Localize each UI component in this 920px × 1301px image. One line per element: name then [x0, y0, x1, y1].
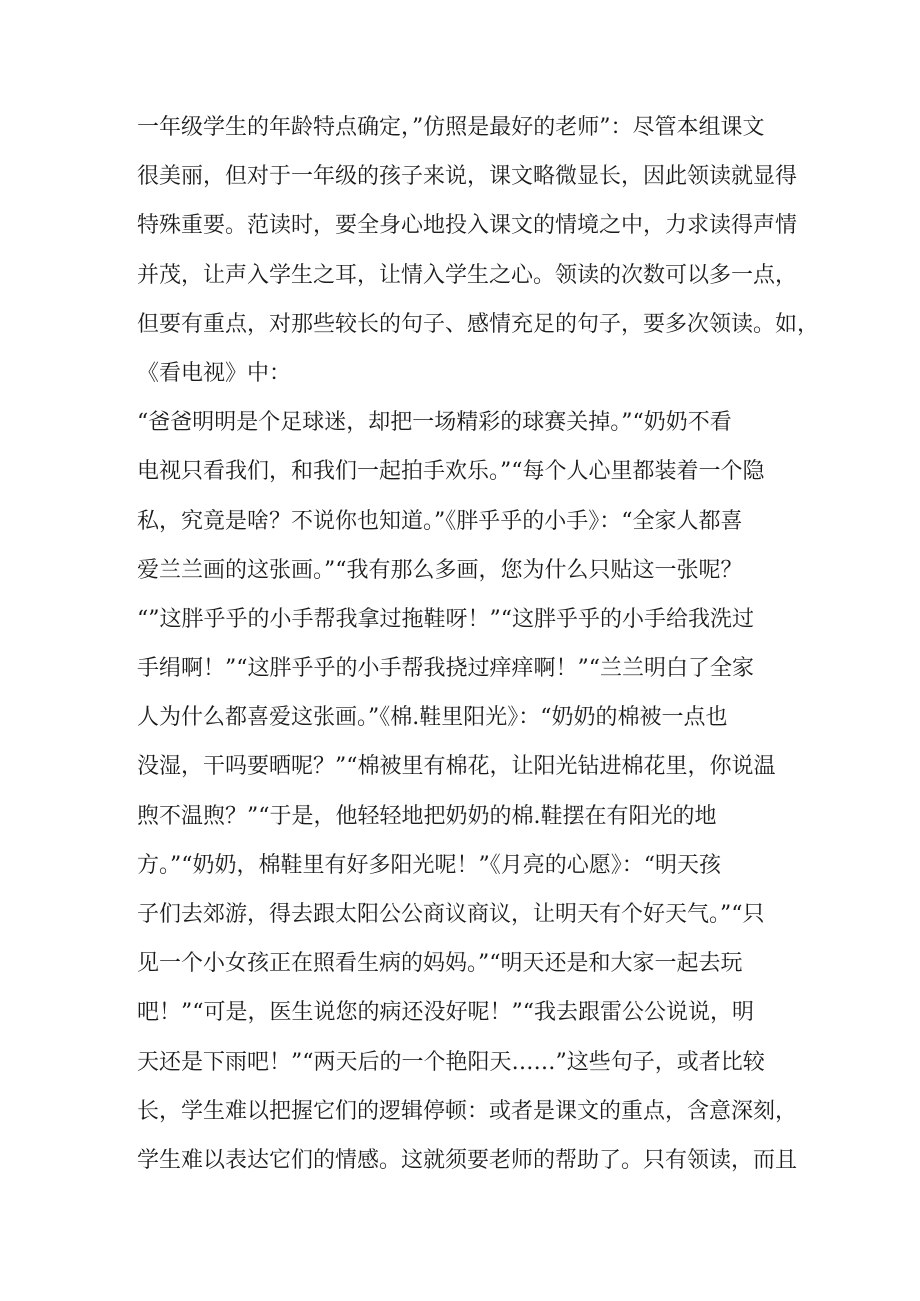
text-line: 私，究竟是啥？不说你也知道。”《胖乎乎的小手》：“全家人都喜 — [137, 508, 743, 534]
text-line: 并茂，让声入学生之耳，让情入学生之心。领读的次数可以多一点， — [137, 262, 798, 288]
text-line: 煦不温煦？”“于是，他轻轻地把奶奶的棉.鞋摆在有阳光的地 — [137, 803, 717, 829]
text-line: 爱兰兰画的这张画。”“我有那么多画，您为什么只贴这一张呢？ — [137, 557, 743, 583]
text-line: 一年级学生的年龄特点确定，”仿照是最好的老师”：尽管本组课文 — [137, 115, 765, 140]
text-line: 电视只看我们，和我们一起拍手欢乐。”“每个人心里都装着一个隐 — [137, 459, 765, 485]
text-line: 子们去郊游，得去跟太阳公公商议商议，让明天有个好天气。”“只 — [137, 902, 765, 927]
text-line: 见一个小女孩正在照看生病的妈妈。”“明天还是和大家一起去玩 — [137, 951, 743, 977]
text-line: 没湿，干吗要晒呢？”“棉被里有棉花，让阳光钻进棉花里，你说温 — [137, 754, 776, 780]
text-line: 很美丽，但对于一年级的孩子来说，课文略微显长，因此领读就显得 — [137, 164, 798, 190]
text-line: 天还是下雨吧！”“两天后的一个艳阳天……”这些句子，或者比较 — [137, 1049, 765, 1075]
text-line: 方。”“奶奶，棉鞋里有好多阳光呢！”《月亮的心愿》：“明天孩 — [137, 852, 721, 878]
text-line: 《看电视》中： — [137, 360, 292, 386]
text-line: “爸爸明明是个足球迷，却把一场精彩的球赛关掉。”“奶奶不看 — [137, 410, 732, 436]
text-line: 手绢啊！”“这胖乎乎的小手帮我挠过痒痒啊！”“兰兰明白了全家 — [137, 656, 754, 682]
text-line: 但要有重点，对那些较长的句子、感情充足的句子，要多次领读。如， — [137, 311, 820, 337]
text-line: “”这胖乎乎的小手帮我拿过拖鞋呀！”“这胖乎乎的小手给我洗过 — [137, 606, 754, 632]
text-line: 学生难以表达它们的情感。这就须要老师的帮助了。只有领读，而且 — [137, 1147, 798, 1173]
text-line: 特殊重要。范读时，要全身心地投入课文的情境之中，力求读得声情 — [137, 213, 798, 239]
text-line: 长，学生难以把握它们的逻辑停顿：或者是课文的重点，含意深刻， — [137, 1098, 798, 1124]
body-text — [137, 103, 820, 1185]
text-line: 人为什么都喜爱这张画。”《棉.鞋里阳光》：“奶奶的棉被一点也 — [137, 705, 728, 731]
text-line: 吧！”“可是，医生说您的病还没好呢！”“我去跟雷公公说说，明 — [137, 1000, 754, 1026]
